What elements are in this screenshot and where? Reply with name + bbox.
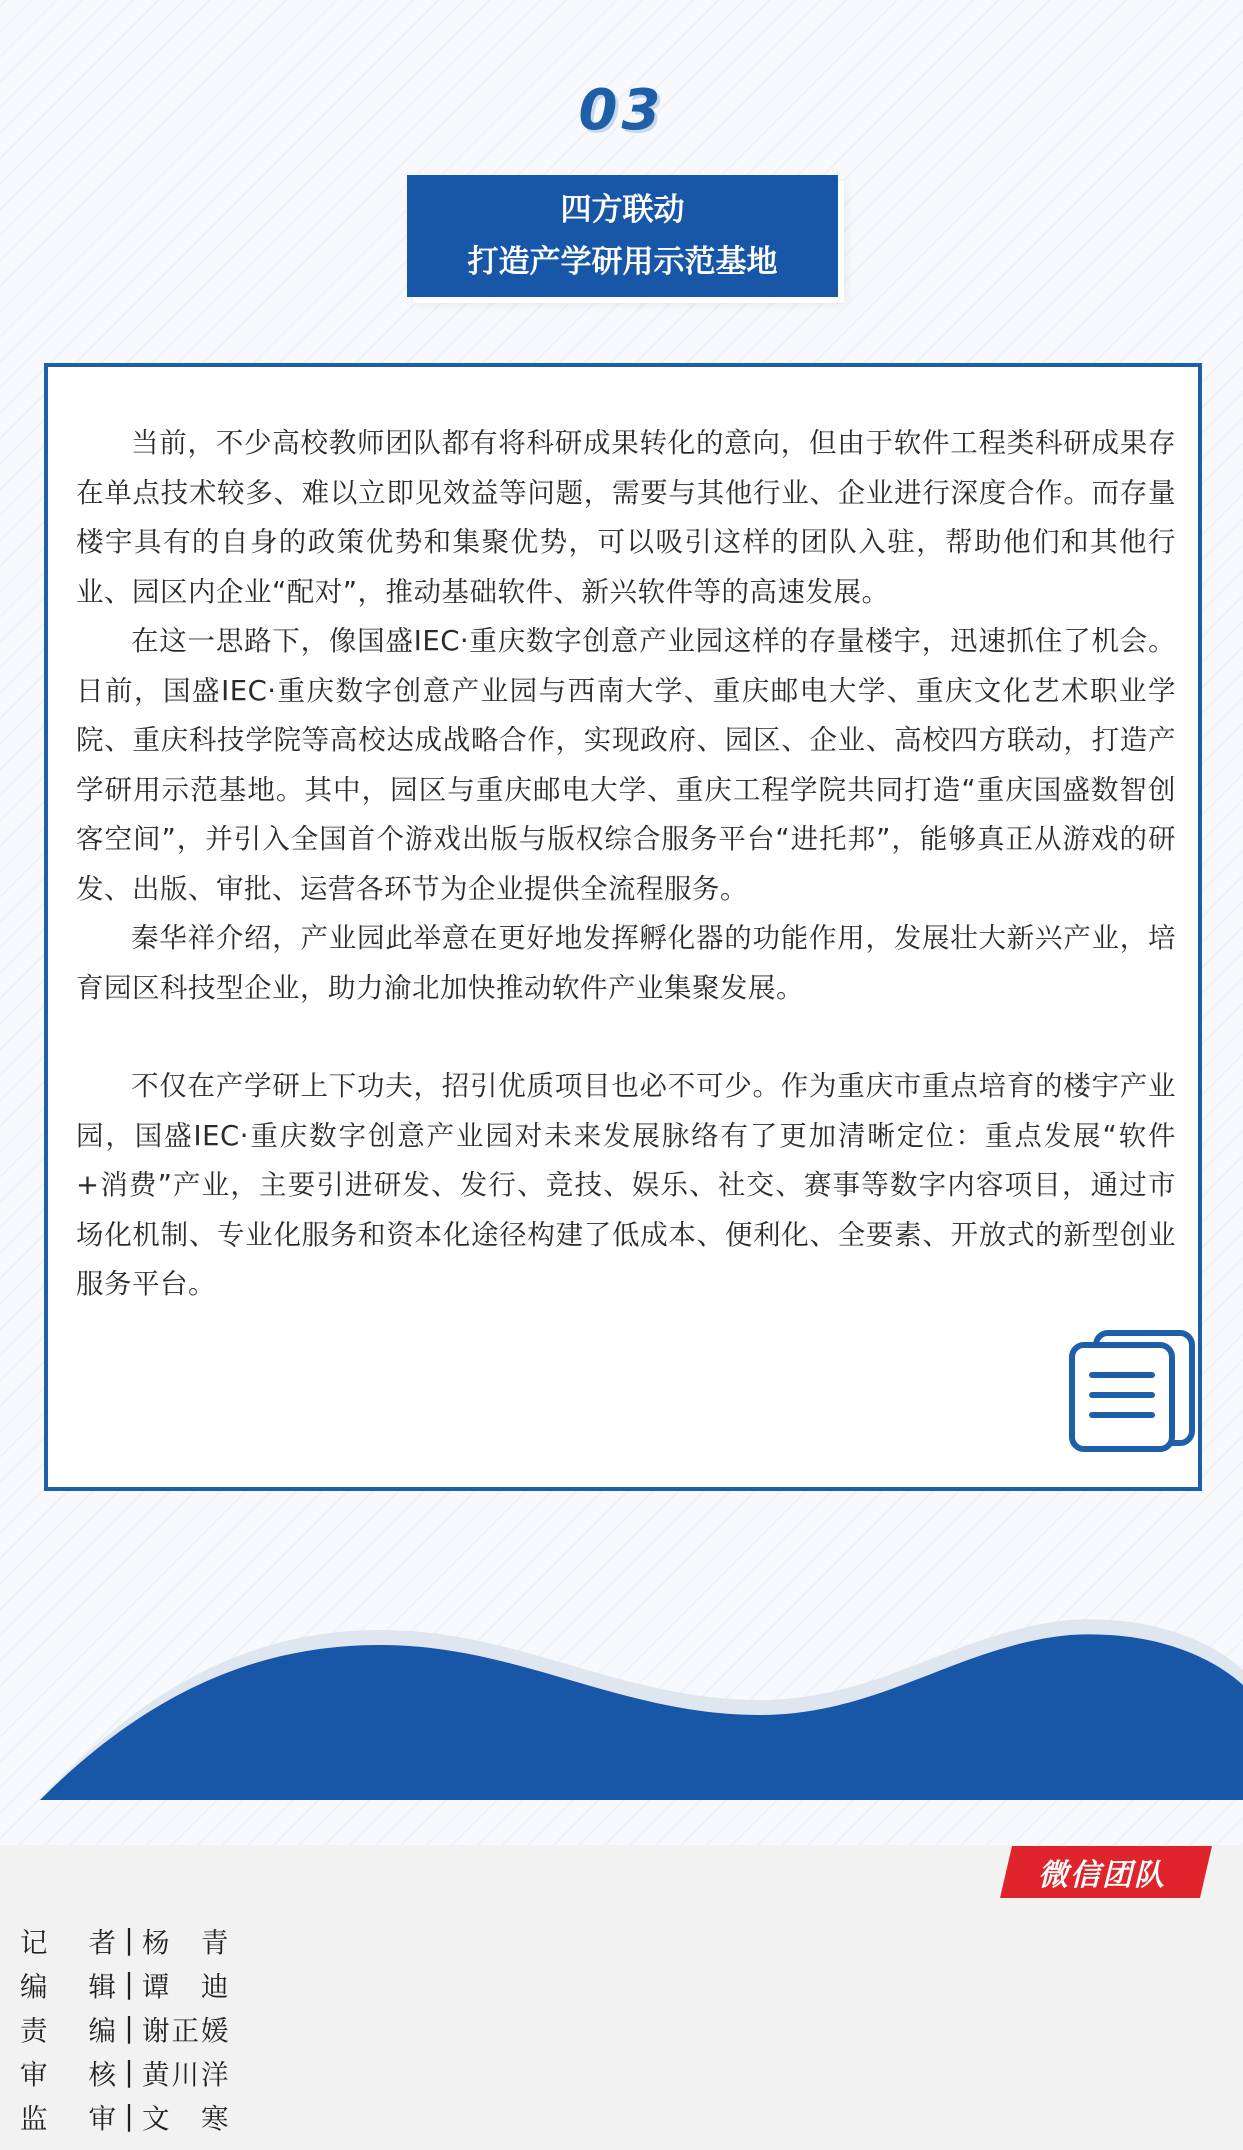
credit-row bbox=[20, 2050, 231, 2094]
credit-name: 谢正媛 bbox=[142, 2015, 231, 2047]
credit-separator: | bbox=[124, 1968, 134, 2000]
credit-separator: | bbox=[124, 2012, 134, 2044]
article-frame bbox=[44, 363, 1202, 1491]
credit-name: 杨 青 bbox=[142, 1927, 231, 1959]
article-paragraph-1: 当前，不少高校教师团队都有将科研成果转化的意向，但由于软件工程类科研成果存在单点技术较多、难以立即见效益等问题，需要与其他行业、企业进行深度合作。而存量楼宇具有的自身的政策优势和集聚优势，可以吸引这样的团队入驻，帮助他们和其他行业、园区内企业“配对”，推动基础软件、新兴软件等的高速发展。 bbox=[76, 427, 1176, 608]
document-stack-icon bbox=[1066, 1327, 1198, 1455]
brand-label: 微信团队 bbox=[1038, 1858, 1166, 1893]
credit-row bbox=[20, 2094, 231, 2138]
credit-separator: | bbox=[124, 2056, 134, 2088]
credit-name: 文 寒 bbox=[142, 2103, 231, 2135]
credit-row bbox=[20, 1962, 231, 2006]
section-title-box bbox=[407, 175, 838, 297]
credits-list bbox=[20, 1918, 231, 2138]
article-paragraph-3: 秦华祥介绍，产业园此举意在更好地发挥孵化器的功能作用，发展壮大新兴产业，培育园区科技型企业，助力渝北加快推动软件产业集聚发展。 bbox=[76, 922, 1176, 1004]
section-number: 03 bbox=[578, 78, 665, 143]
credit-separator: | bbox=[124, 2100, 134, 2132]
credit-row bbox=[20, 1918, 231, 1962]
section-title-line2: 打造产学研用示范基地 bbox=[467, 244, 778, 280]
article-paragraph-4: 不仅在产学研上下功夫，招引优质项目也必不可少。作为重庆市重点培育的楼宇产业园，国盛IEC·重庆数字创意产业园对未来发展脉络有了更加清晰定位：重点发展“软件+消费”产业，主要引进研发、发行、竞技、娱乐、社交、赛事等数字内容项目，通过市场化机制、专业化服务和资本化途径构建了低成本、便利化、全要素、开放式的新型创业服务平台。 bbox=[76, 1070, 1176, 1300]
credit-separator: | bbox=[124, 1924, 134, 1956]
section-title-line1: 四方联动 bbox=[560, 192, 685, 228]
credit-role: 审 核 bbox=[20, 2059, 116, 2091]
decorative-wave bbox=[0, 1560, 1243, 1860]
credit-name: 谭 迪 bbox=[142, 1971, 231, 2003]
credit-role: 责 编 bbox=[20, 2015, 116, 2047]
credit-role: 监 审 bbox=[20, 2103, 116, 2135]
article-body bbox=[76, 419, 1176, 1310]
credit-name: 黄川洋 bbox=[142, 2059, 231, 2091]
article-paragraph-2: 在这一思路下，像国盛IEC·重庆数字创意产业园这样的存量楼宇，迅速抓住了机会。日前，国盛IEC·重庆数字创意产业园与西南大学、重庆邮电大学、重庆文化艺术职业学院、重庆科技学院等高校达成战略合作，实现政府、园区、企业、高校四方联动，打造产学研用示范基地。其中，园区与重庆邮电大学、重庆工程学院共同打造“重庆国盛数智创客空间”，并引入全国首个游戏出版与版权综合服务平台“进托邦”，能够真正从游戏的研发、出版、审批、运营各环节为企业提供全流程服务。 bbox=[76, 625, 1176, 905]
credit-role: 记 者 bbox=[20, 1927, 116, 1959]
credit-row bbox=[20, 2006, 231, 2050]
credit-role: 编 辑 bbox=[20, 1971, 116, 2003]
